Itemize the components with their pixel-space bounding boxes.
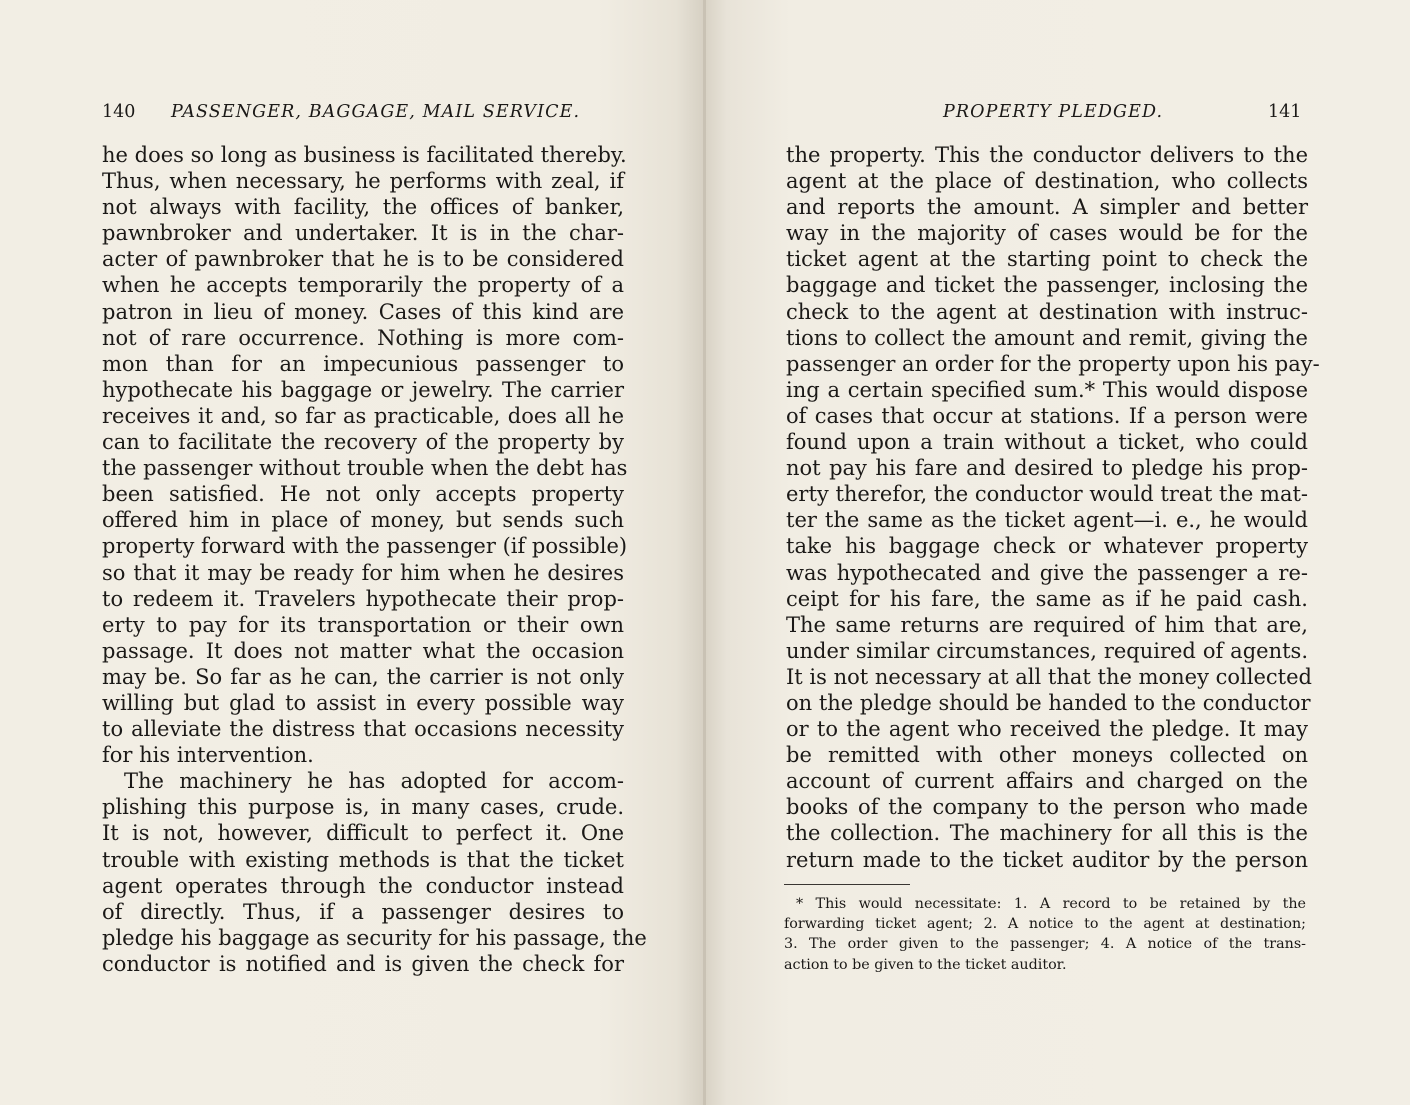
text-line: the passenger without trouble when the debt has	[102, 456, 628, 481]
text-line: he does so long as business is facilitated thereby.	[102, 143, 627, 167]
text-line: It is not necessary at all that the money collected	[786, 664, 1312, 689]
text-line: passenger an order for the property upon his pay-	[786, 351, 1320, 376]
text-line: not pay his fare and desired to pledge his prop-	[786, 456, 1308, 481]
text-line: pawnbroker and undertaker. It is in the char-	[102, 221, 624, 246]
text-line: property forward with the passenger (if possible)	[102, 534, 628, 559]
footnote-rule	[784, 884, 910, 885]
text-line: be remitted with other moneys collected on	[786, 743, 1308, 768]
right-body-text	[786, 142, 1320, 873]
footnote-line: action to be given to the ticket auditor.	[784, 956, 1067, 973]
text-line: erty to pay for its transportation or their own	[102, 612, 624, 637]
text-line: take his baggage check or whatever property	[786, 534, 1308, 559]
text-line: The machinery he has adopted for accom-	[124, 769, 624, 794]
text-line: under similar circumstances, required of agents.	[786, 638, 1308, 663]
text-line: was hypothecated and give the passenger a re-	[786, 560, 1308, 585]
text-line: hypothecate his baggage or jewelry. The carrier	[102, 377, 624, 402]
text-line: agent at the place of destination, who collects	[786, 169, 1308, 194]
text-line: tions to collect the amount and remit, giving the	[786, 325, 1308, 350]
text-line: or to the agent who received the pledge. It may	[786, 717, 1308, 742]
text-line: offered him in place of money, but sends such	[102, 508, 624, 533]
text-line: of directly. Thus, if a passenger desires to	[102, 899, 624, 924]
text-line: baggage and ticket the passenger, inclosing the	[786, 273, 1308, 298]
text-line: and reports the amount. A simpler and better	[786, 195, 1308, 220]
text-line: not of rare occurrence. Nothing is more com-	[102, 325, 624, 350]
text-line: account of current affairs and charged on the	[786, 769, 1308, 794]
text-line: may be. So far as he can, the carrier is not only	[102, 664, 624, 689]
right-page-number: 141	[1268, 102, 1302, 122]
text-line: to redeem it. Travelers hypothecate their prop-	[102, 586, 624, 611]
text-line: agent operates through the conductor instead	[102, 873, 624, 898]
text-line: way in the majority of cases would be for the	[786, 221, 1308, 246]
text-line: ticket agent at the starting point to check the	[786, 247, 1308, 272]
text-line: erty therefor, the conductor would treat the mat-	[786, 482, 1308, 507]
text-line: on the pledge should be handed to the conductor	[786, 690, 1311, 715]
text-line: so that it may be ready for him when he desires	[102, 560, 624, 585]
text-line: ing a certain specified sum.* This would dispose	[786, 377, 1308, 402]
text-line: when he accepts temporarily the property of a	[102, 273, 624, 298]
text-line: It is not, however, difficult to perfect it. One	[102, 821, 624, 846]
left-running-head: PASSENGER, BAGGAGE, MAIL SERVICE.	[171, 102, 581, 122]
text-line: mon than for an impecunious passenger to	[102, 351, 624, 376]
text-line: Thus, when necessary, he performs with zeal, if	[102, 169, 624, 194]
left-body-text	[102, 142, 647, 977]
text-line: return made to the ticket auditor by the person	[786, 847, 1308, 872]
right-running-head: PROPERTY PLEDGED.	[943, 102, 1164, 122]
text-line: passage. It does not matter what the occasion	[102, 638, 624, 663]
footnote-line: 3. The order given to the passenger; 4. A notice of the trans-	[784, 936, 1306, 953]
footnote-line: * This would necessitate: 1. A record to be retained by the	[796, 896, 1306, 912]
text-line: to alleviate the distress that occasions necessity	[102, 717, 624, 742]
text-line: acter of pawnbroker that he is to be considered	[102, 247, 624, 272]
left-page-number: 140	[102, 102, 136, 122]
footnote	[784, 894, 1306, 975]
footnote-line: forwarding ticket agent; 2. A notice to the agent at destination;	[784, 916, 1306, 933]
text-line: patron in lieu of money. Cases of this kind are	[102, 299, 624, 324]
text-line: plishing this purpose is, in many cases, crude.	[102, 795, 624, 820]
text-line: of cases that occur at stations. If a person were	[786, 403, 1308, 428]
text-line: not always with facility, the offices of banker,	[102, 195, 624, 220]
text-line: conductor is notified and is given the check for	[102, 951, 624, 976]
text-line: for his intervention.	[102, 743, 314, 768]
text-line: willing but glad to assist in every possible way	[102, 690, 624, 715]
text-line: pledge his baggage as security for his passage, the	[102, 925, 647, 950]
text-line: receives it and, so far as practicable, does all he	[102, 403, 624, 428]
text-line: can to facilitate the recovery of the property by	[102, 430, 624, 455]
text-line: ter the same as the ticket agent—i. e., he would	[786, 508, 1308, 533]
text-line: books of the company to the person who made	[786, 795, 1308, 820]
text-line: ceipt for his fare, the same as if he paid cash.	[786, 586, 1308, 611]
text-line: been satisfied. He not only accepts property	[102, 482, 624, 507]
text-line: found upon a train without a ticket, who could	[786, 430, 1308, 455]
text-line: The same returns are required of him that are,	[786, 612, 1308, 637]
text-line: trouble with existing methods is that the ticket	[102, 847, 624, 872]
text-line: the collection. The machinery for all this is the	[786, 821, 1308, 846]
text-line: check to the agent at destination with instruc-	[786, 299, 1308, 324]
text-line: the property. This the conductor delivers to the	[786, 143, 1308, 167]
